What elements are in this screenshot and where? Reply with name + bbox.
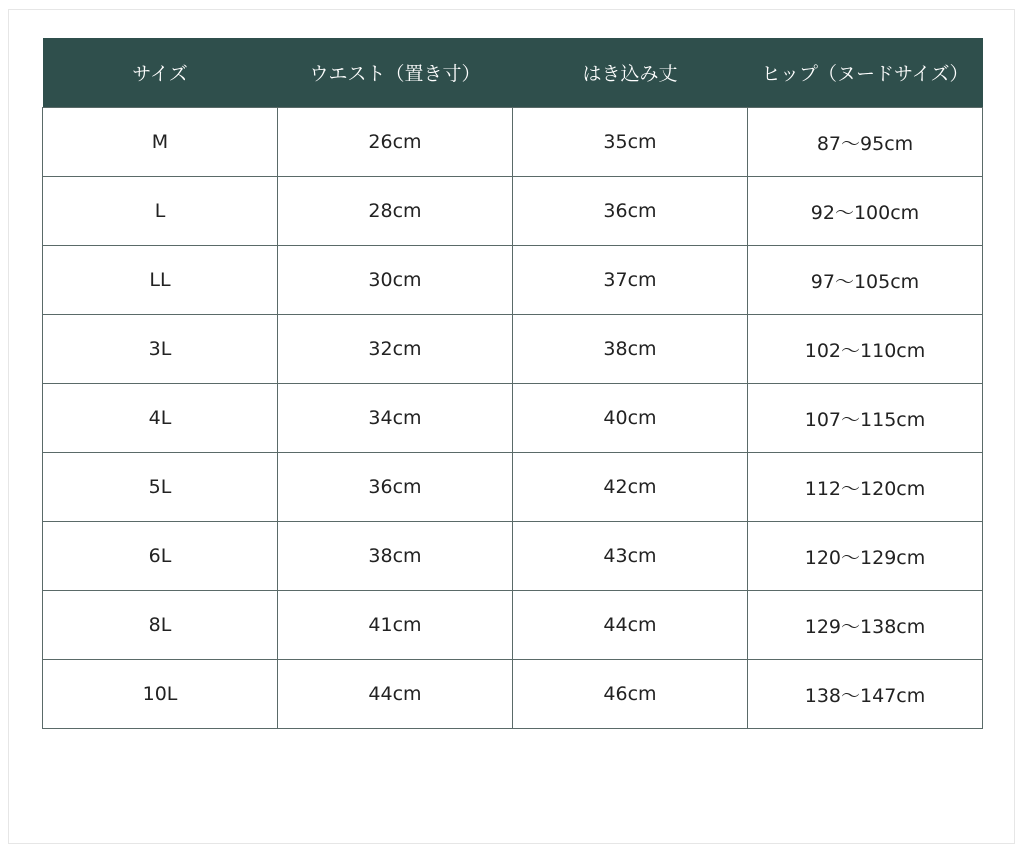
cell-rise-length: 42cm bbox=[513, 453, 748, 522]
cell-size: 8L bbox=[43, 591, 278, 660]
cell-hip: 87〜95cm bbox=[748, 108, 983, 177]
cell-rise-length: 35cm bbox=[513, 108, 748, 177]
cell-size: L bbox=[43, 177, 278, 246]
table-row bbox=[43, 315, 983, 384]
cell-hip: 120〜129cm bbox=[748, 522, 983, 591]
cell-size: 5L bbox=[43, 453, 278, 522]
cell-hip: 107〜115cm bbox=[748, 384, 983, 453]
cell-rise-length: 46cm bbox=[513, 660, 748, 729]
cell-hip: 92〜100cm bbox=[748, 177, 983, 246]
header-size: サイズ bbox=[43, 38, 278, 108]
header-rise-length: はき込み丈 bbox=[513, 38, 748, 108]
table-row bbox=[43, 591, 983, 660]
table-row bbox=[43, 522, 983, 591]
table-row bbox=[43, 660, 983, 729]
cell-hip: 138〜147cm bbox=[748, 660, 983, 729]
cell-rise-length: 36cm bbox=[513, 177, 748, 246]
header-hip: ヒップ（ヌードサイズ） bbox=[748, 38, 983, 108]
cell-waist: 36cm bbox=[278, 453, 513, 522]
cell-waist: 32cm bbox=[278, 315, 513, 384]
header-waist: ウエスト（置き寸） bbox=[278, 38, 513, 108]
cell-waist: 34cm bbox=[278, 384, 513, 453]
table-row bbox=[43, 453, 983, 522]
cell-rise-length: 43cm bbox=[513, 522, 748, 591]
cell-waist: 38cm bbox=[278, 522, 513, 591]
cell-size: 3L bbox=[43, 315, 278, 384]
cell-size: LL bbox=[43, 246, 278, 315]
cell-rise-length: 44cm bbox=[513, 591, 748, 660]
cell-rise-length: 40cm bbox=[513, 384, 748, 453]
table-row bbox=[43, 384, 983, 453]
cell-size: 4L bbox=[43, 384, 278, 453]
cell-hip: 129〜138cm bbox=[748, 591, 983, 660]
cell-size: M bbox=[43, 108, 278, 177]
size-chart-table bbox=[42, 38, 983, 729]
cell-waist: 44cm bbox=[278, 660, 513, 729]
cell-waist: 30cm bbox=[278, 246, 513, 315]
cell-hip: 112〜120cm bbox=[748, 453, 983, 522]
table-row bbox=[43, 246, 983, 315]
cell-size: 6L bbox=[43, 522, 278, 591]
cell-size: 10L bbox=[43, 660, 278, 729]
cell-hip: 102〜110cm bbox=[748, 315, 983, 384]
cell-hip: 97〜105cm bbox=[748, 246, 983, 315]
table-row bbox=[43, 177, 983, 246]
cell-waist: 41cm bbox=[278, 591, 513, 660]
cell-rise-length: 38cm bbox=[513, 315, 748, 384]
cell-waist: 26cm bbox=[278, 108, 513, 177]
cell-rise-length: 37cm bbox=[513, 246, 748, 315]
table-header-row bbox=[43, 38, 983, 108]
cell-waist: 28cm bbox=[278, 177, 513, 246]
table-row bbox=[43, 108, 983, 177]
